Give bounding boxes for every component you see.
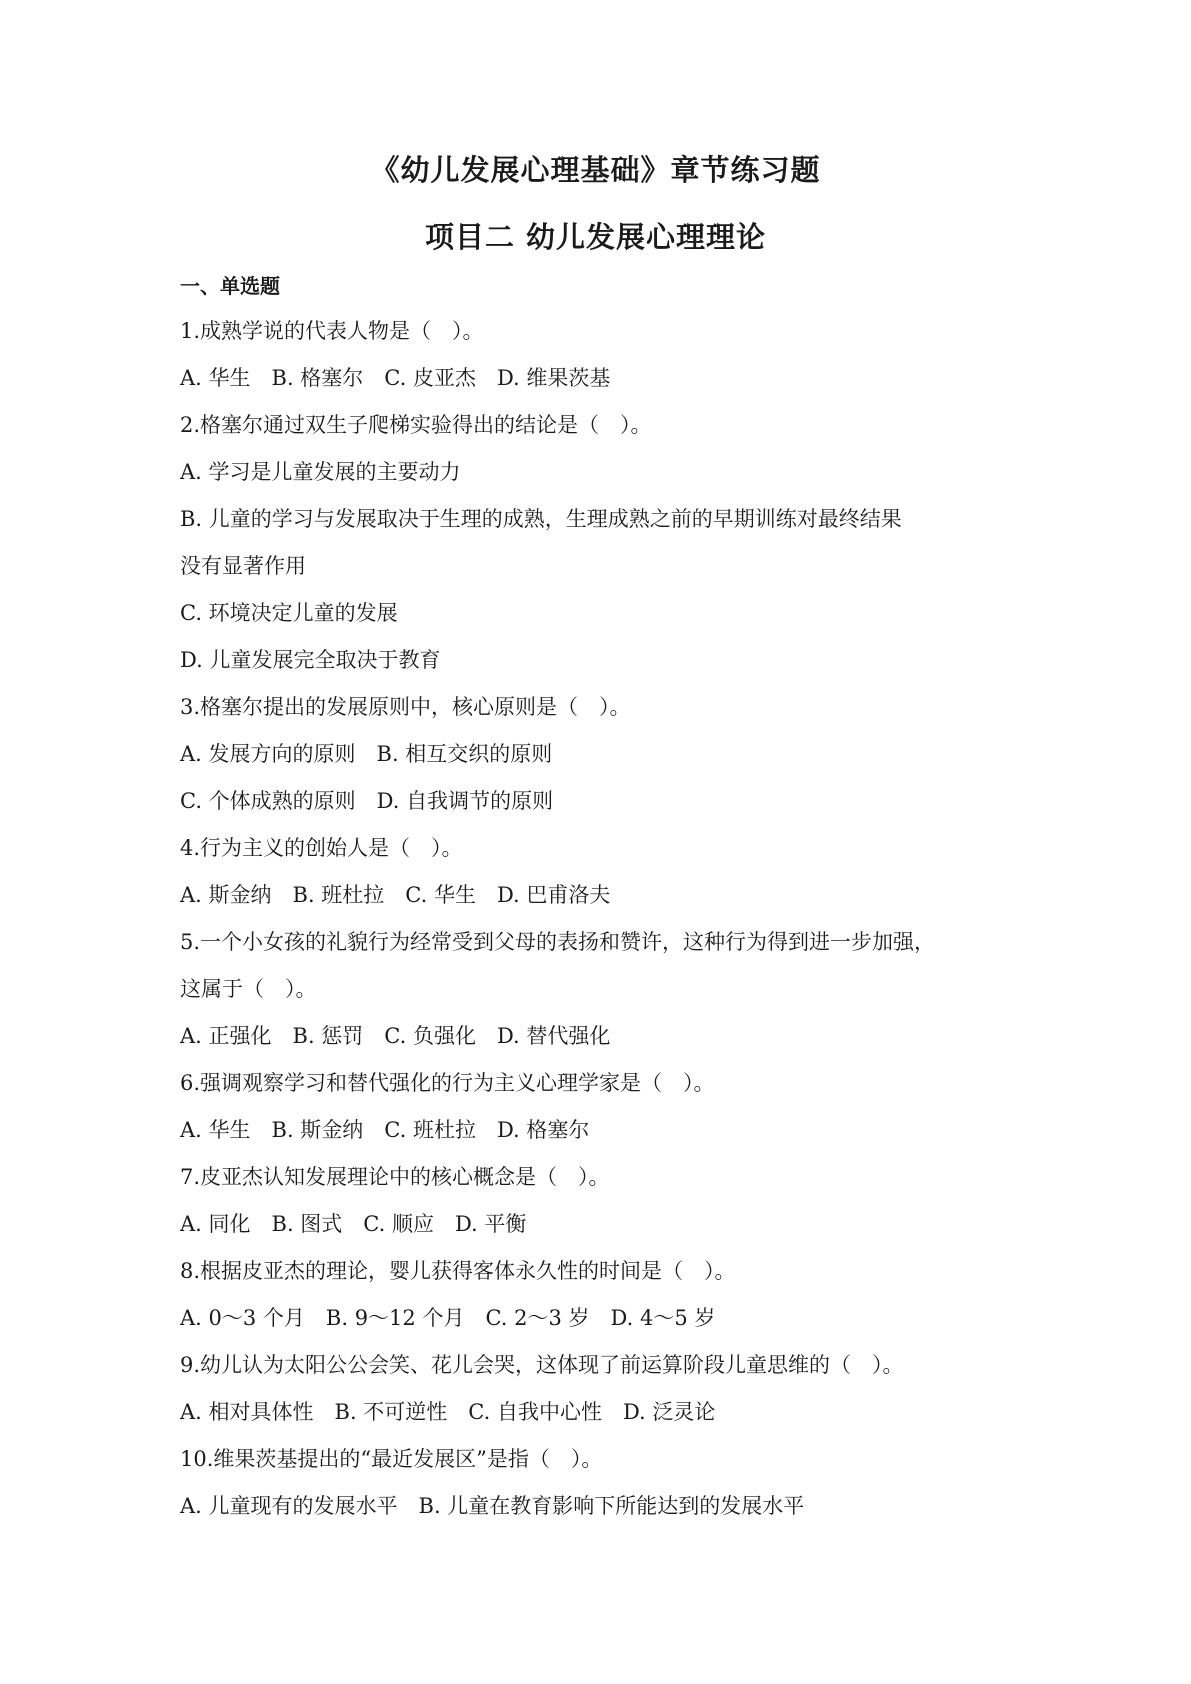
question-9-options: A. 相对具体性 B. 不可逆性 C. 自我中心性 D. 泛灵论 xyxy=(180,1400,716,1424)
question-5-options: A. 正强化 B. 惩罚 C. 负强化 D. 替代强化 xyxy=(180,1024,611,1048)
question-10-stem: 10.维果茨基提出的“最近发展区”是指（ ）。 xyxy=(180,1447,603,1471)
question-8-stem: 8.根据皮亚杰的理论，婴儿获得客体永久性的时间是（ ）。 xyxy=(180,1259,736,1283)
question-2-option-c: C. 环境决定儿童的发展 xyxy=(180,601,398,625)
question-5-stem-continued: 这属于（ ）。 xyxy=(180,977,317,1001)
question-10-options-ab: A. 儿童现有的发展水平 B. 儿童在教育影响下所能达到的发展水平 xyxy=(180,1494,805,1518)
question-3-stem: 3.格塞尔提出的发展原则中，核心原则是（ ）。 xyxy=(180,695,631,719)
question-6-options: A. 华生 B. 斯金纳 C. 班杜拉 D. 格塞尔 xyxy=(180,1118,590,1142)
question-1-options: A. 华生 B. 格塞尔 C. 皮亚杰 D. 维果茨基 xyxy=(180,366,611,390)
question-6-stem: 6.强调观察学习和替代强化的行为主义心理学家是（ ）。 xyxy=(180,1071,715,1095)
document-title: 《幼儿发展心理基础》章节练习题 xyxy=(370,153,821,187)
question-4-stem: 4.行为主义的创始人是（ ）。 xyxy=(180,836,463,860)
section-heading: 一、单选题 xyxy=(180,274,280,298)
question-8-options: A. 0～3 个月 B. 9～12 个月 C. 2～3 岁 D. 4～5 岁 xyxy=(180,1306,716,1330)
question-5-stem: 5.一个小女孩的礼貌行为经常受到父母的表扬和赞许，这种行为得到进一步加强， xyxy=(180,930,936,954)
question-3-options-cd: C. 个体成熟的原则 D. 自我调节的原则 xyxy=(180,789,554,813)
question-2-option-d: D. 儿童发展完全取决于教育 xyxy=(180,648,441,672)
question-list xyxy=(180,308,1020,1530)
question-1-stem: 1.成熟学说的代表人物是（ ）。 xyxy=(180,319,484,343)
question-4-options: A. 斯金纳 B. 班杜拉 C. 华生 D. 巴甫洛夫 xyxy=(180,883,611,907)
question-3-options-ab: A. 发展方向的原则 B. 相互交织的原则 xyxy=(180,742,553,766)
question-7-options: A. 同化 B. 图式 C. 顺应 D. 平衡 xyxy=(180,1212,527,1236)
document-subtitle: 项目二 幼儿发展心理理论 xyxy=(424,220,767,254)
question-2-stem: 2.格塞尔通过双生子爬梯实验得出的结论是（ ）。 xyxy=(180,413,652,437)
question-2-option-b: B. 儿童的学习与发展取决于生理的成熟，生理成熟之前的早期训练对最终结果 xyxy=(180,507,902,531)
question-9-stem: 9.幼儿认为太阳公公会笑、花儿会哭，这体现了前运算阶段儿童思维的（ ）。 xyxy=(180,1353,904,1377)
question-7-stem: 7.皮亚杰认知发展理论中的核心概念是（ ）。 xyxy=(180,1165,610,1189)
question-2-option-a: A. 学习是儿童发展的主要动力 xyxy=(180,460,461,484)
question-2-option-b-continued: 没有显著作用 xyxy=(180,554,306,578)
